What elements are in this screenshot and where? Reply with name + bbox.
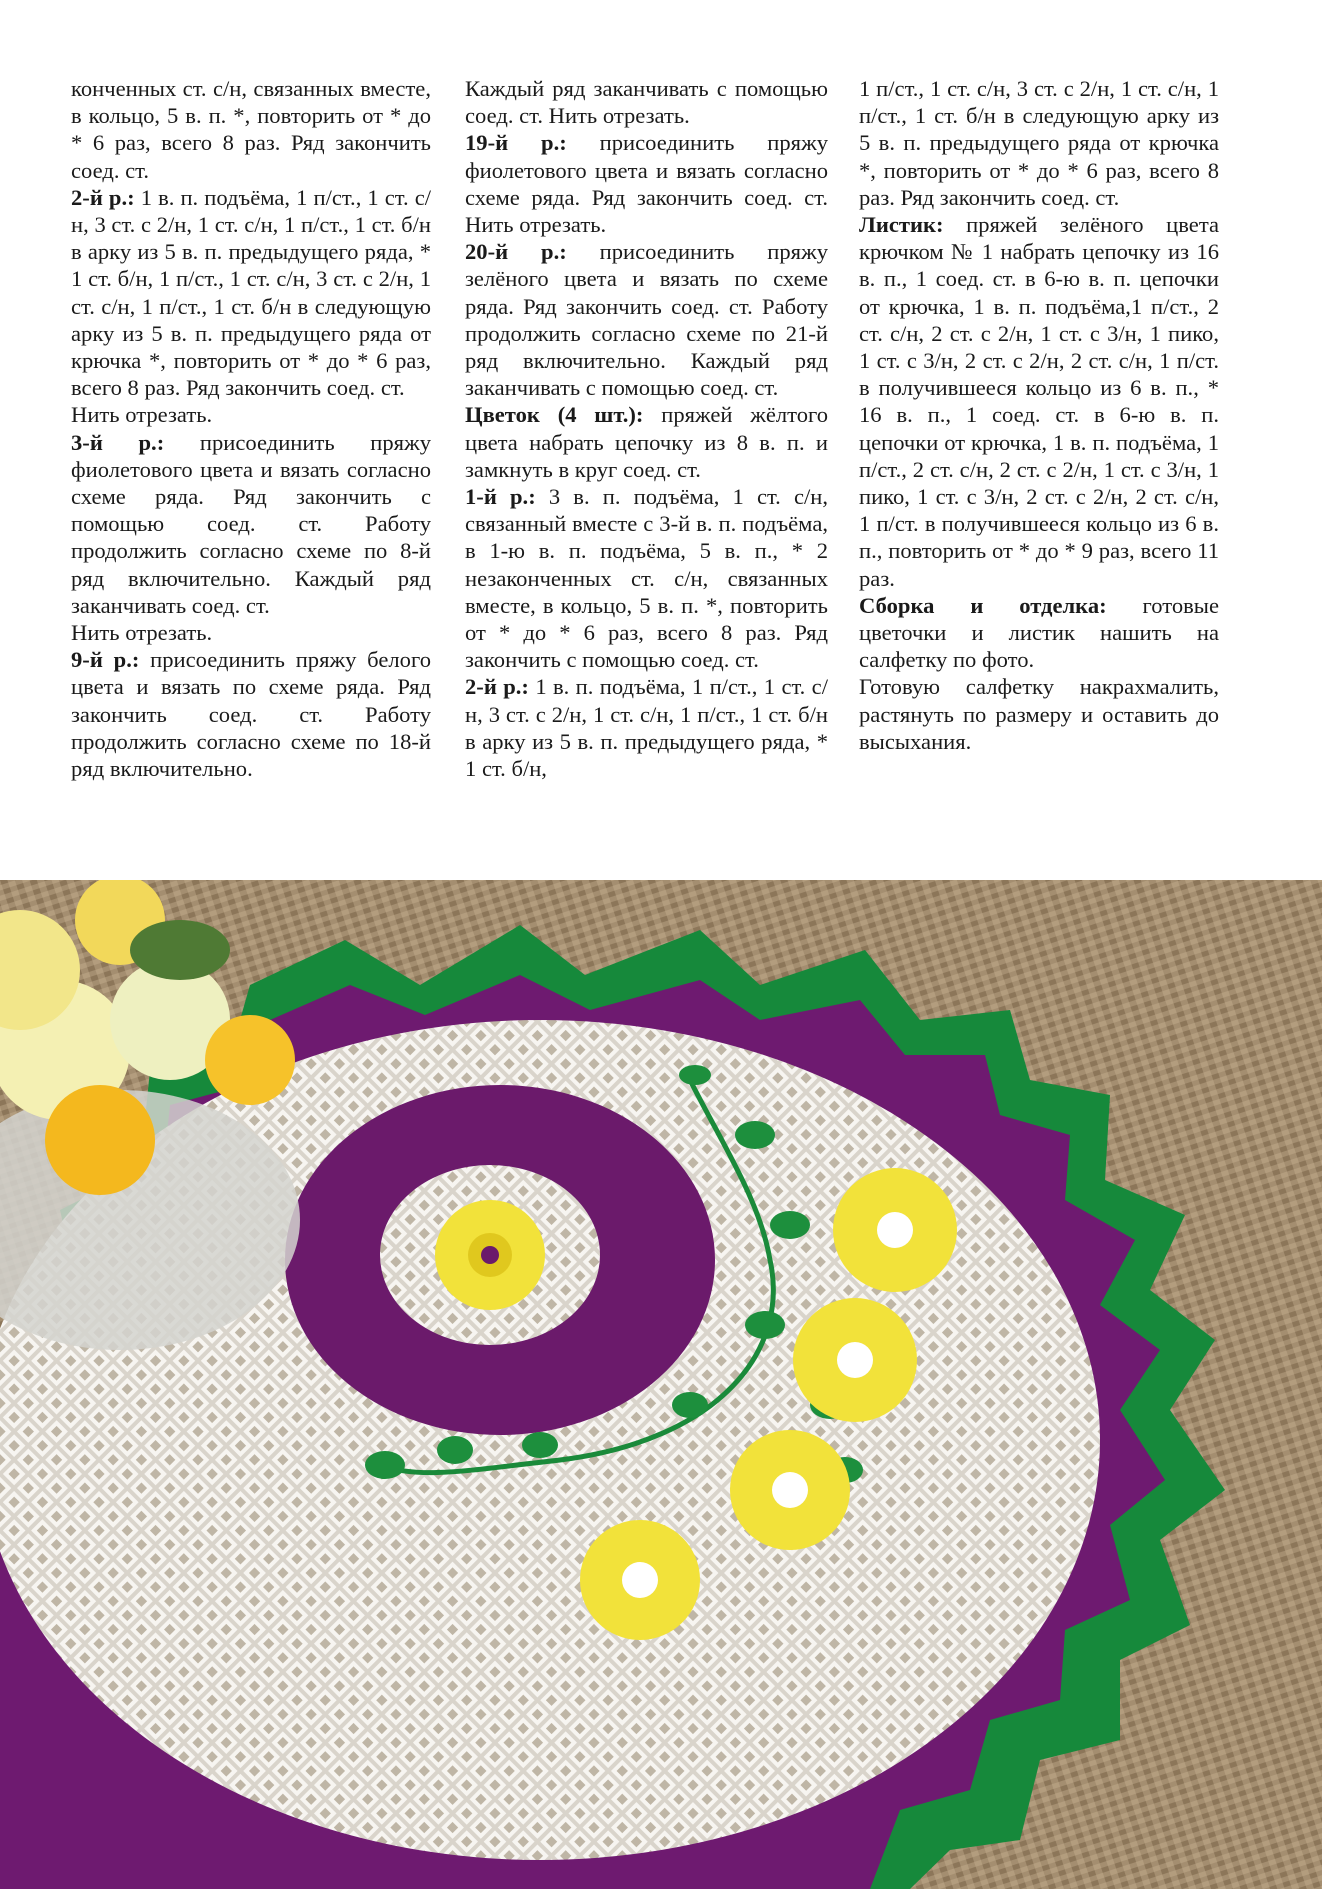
paragraph xyxy=(465,75,828,129)
paragraph xyxy=(71,646,431,782)
row-label: Сборка и отделка: xyxy=(859,592,1107,618)
paragraph xyxy=(71,401,431,428)
paragraph xyxy=(859,592,1219,674)
paragraph-text: пряжей зелёного цвета крючком № 1 набрать цепочку из 16 в. п., 1 соед. ст. в 6-ю в. п. цепочки от крючка, 1 в. п. подъёма,1 п/ст., 2 ст. с/н, 2 ст. с 2/н, 1 ст. с 3/н, 1 пико, 1 ст. с 3/н, 2 ст. с 2/н, 2 ст. с/н, 1 п/ст. в получившееся кольцо из 6 в. п., * 16 в. п., 1 соед. ст. в 6-ю в. п. цепочки от крючка, 1 в. п. подъёма, 1 п/ст., 2 ст. с/н, 2 ст. с 2/н, 1 ст. с 3/н, 1 пико, 1 ст. с 3/н, 2 ст. с 2/н, 2 ст. с/н, 1 п/ст. в получившееся кольцо из 6 в. п., повторить от * до * 9 раз, всего 11 раз. xyxy=(859,212,1219,591)
paragraph-text: конченных ст. с/н, связанных вместе, в кольцо, 5 в. п. *, повторить от * до * 6 раз, всего 8 раз. Ряд закончить соед. ст. xyxy=(71,76,431,183)
doily-photo xyxy=(0,880,1322,1889)
paragraph-text: 1 в. п. подъёма, 1 п/ст., 1 ст. с/н, 3 ст. с 2/н, 1 ст. с/н, 1 п/ст., 1 ст. б/н в арку из 5 в. п. предыдущего ряда, * 1 ст. б/н, 1 п/ст., 1 ст. с/н, 3 ст. с 2/н, 1 ст. с/н, 1 п/ст., 1 ст. б/н в следующую арку из 5 в. п. предыдущего ряда от крючка *, повторить от * до * 6 раз, всего 8 раз. Ряд закончить соед. ст. xyxy=(71,184,431,401)
paragraph xyxy=(859,75,1219,211)
row-label: 2-й р.: xyxy=(71,184,135,210)
row-label: 19-й р.: xyxy=(465,130,567,156)
text-column-1 xyxy=(71,75,431,782)
paragraph-text: Каждый ряд заканчивать с помощью соед. ст. Нить отрезать. xyxy=(465,76,828,129)
row-label: 9-й р.: xyxy=(71,647,140,673)
paragraph xyxy=(859,211,1219,592)
paragraph-text: пряжей жёлтого цвета набрать цепочку из 8 в. п. и замкнуть в круг соед. ст. xyxy=(465,402,828,482)
row-label: 3-й р.: xyxy=(71,429,165,455)
row-label: 1-й р.: xyxy=(465,484,536,510)
center-flower xyxy=(435,1200,545,1310)
paragraph xyxy=(465,483,828,673)
paragraph-text: готовые цветочки и листик нашить на салфетку по фото. xyxy=(859,592,1219,673)
paragraph-text: Готовую салфетку накрахмалить, растянуть по размеру и оставить до высыхания. xyxy=(859,674,1219,754)
paragraph-text: присоединить пряжу зелёного цвета и вязать по схеме ряда. Ряд закончить соед. ст. Работу продолжить согласно схеме по 21-й ряд включительно. Каждый ряд заканчивать с помощью соед. ст. xyxy=(465,239,828,401)
paragraph-text: 1 в. п. подъёма, 1 п/ст., 1 ст. с/н, 3 ст. с 2/н, 1 ст. с/н, 1 п/ст., 1 ст. б/н в арку из 5 в. п. предыдущего ряда, * 1 ст. б/н, xyxy=(465,674,828,782)
paragraph-text: присоединить пряжу фиолетового цвета и вязать согласно схеме ряда. Ряд закончить с помощью соед. ст. Работу продолжить согласно схеме по 8-й ряд включительно. Каждый ряд заканчивать соед. ст. xyxy=(71,429,431,618)
paragraph xyxy=(465,129,828,238)
row-label: 2-й р.: xyxy=(465,674,529,700)
row-label: 20-й р.: xyxy=(465,239,567,265)
paragraph-text: присоединить пряжу фиолетового цвета и вязать согласно схеме ряда. Ряд закончить соед. ст. Нить отрезать. xyxy=(465,130,828,238)
row-label: Листик: xyxy=(859,212,944,238)
paragraph xyxy=(465,401,828,483)
paragraph xyxy=(71,429,431,619)
paragraph xyxy=(465,238,828,401)
text-column-3 xyxy=(859,75,1219,755)
paragraph xyxy=(71,619,431,646)
paragraph-text: Нить отрезать. xyxy=(71,402,213,428)
paragraph xyxy=(465,673,828,782)
paragraph xyxy=(859,673,1219,755)
paragraph xyxy=(71,184,431,402)
paragraph-text: Нить отрезать. xyxy=(71,620,213,646)
text-column-2 xyxy=(465,75,828,782)
row-label: Цветок (4 шт.): xyxy=(465,402,644,428)
paragraph xyxy=(71,75,431,184)
paragraph-text: 3 в. п. подъёма, 1 ст. с/н, связанный вместе с 3-й в. п. подъёма, в 1-ю в. п. подъёма, 5 в. п., * 2 незаконченных ст. с/н, связанных вместе, в кольцо, 5 в. п. *, повторить от * до * 6 раз, всего 8 раз. Ряд закончить с помощью соед. ст. xyxy=(465,484,828,673)
paragraph-text: присоединить пряжу белого цвета и вязать по схеме ряда. Ряд закончить соед. ст. Работу продолжить согласно схеме по 18-й ряд включительно. xyxy=(71,647,431,782)
paragraph-text: 1 п/ст., 1 ст. с/н, 3 ст. с 2/н, 1 ст. с/н, 1 п/ст., 1 ст. б/н в следующую арку из 5 в. п. предыдущего ряда от крючка *, повторить от * до * 6 раз, всего 8 раз. Ряд закончить соед. ст. xyxy=(859,76,1219,210)
